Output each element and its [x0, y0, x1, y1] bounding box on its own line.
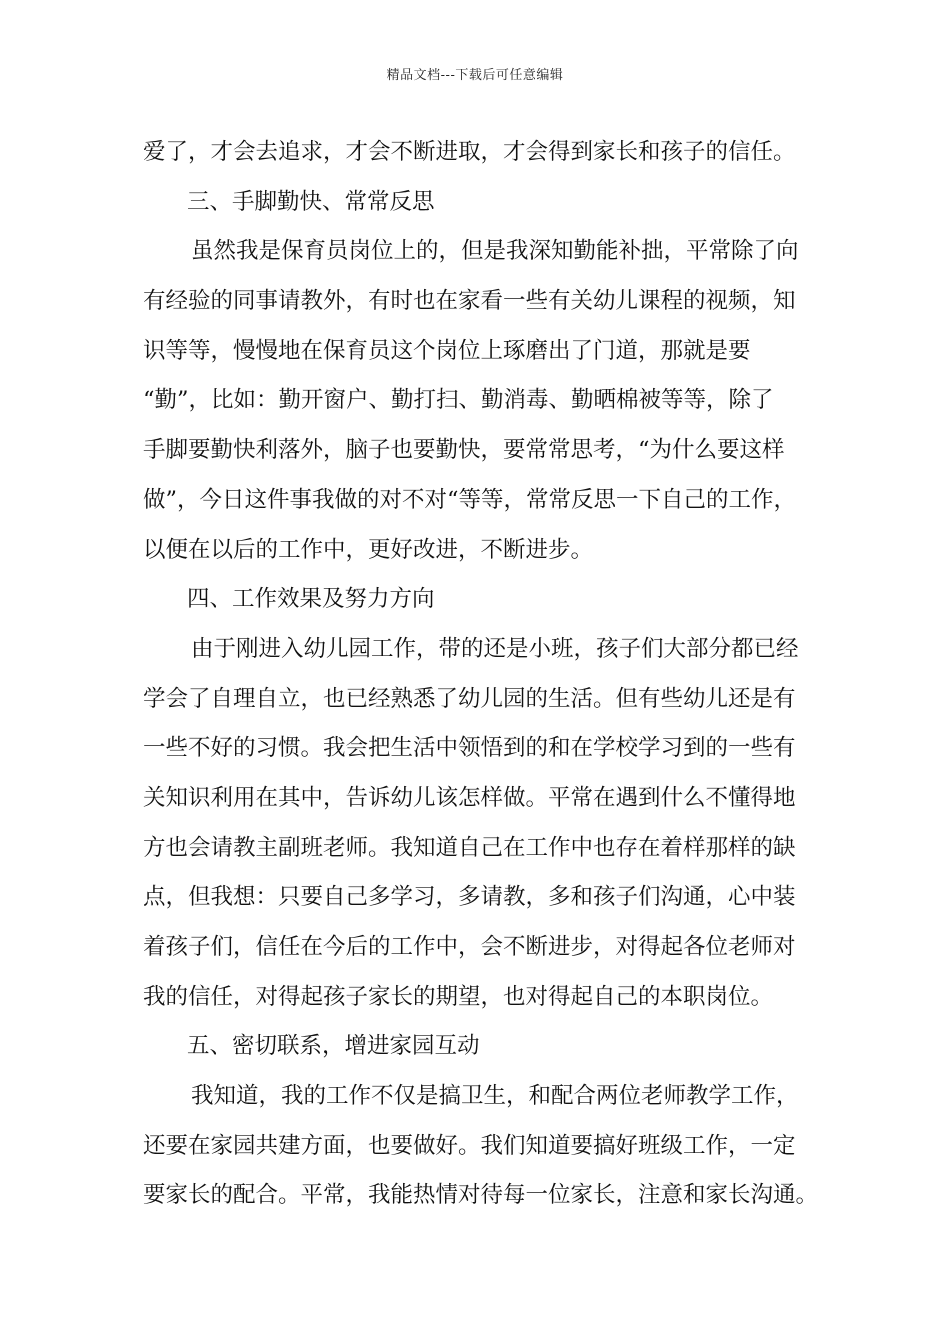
- text-line: 我的信任，对得起孩子家长的期望，也对得起自己的本职岗位。: [143, 983, 774, 1010]
- section-heading: 三、手脚勤快、常常反思: [187, 188, 435, 215]
- text-line: 由于刚进入幼儿园工作，带的还是小班，孩子们大部分都已经: [191, 635, 799, 662]
- text-line: 关知识利用在其中，告诉幼儿该怎样做。平常在遇到什么不懂得地: [143, 784, 796, 811]
- text-line: 方也会请教主副班老师。我知道自己在工作中也存在着样那样的缺: [143, 834, 796, 861]
- text-line: 以便在以后的工作中，更好改进，不断进步。: [143, 536, 594, 563]
- text-line: 要家长的配合。平常，我能热情对待每一位家长，注意和家长沟通。: [143, 1182, 819, 1209]
- text-line: 有经验的同事请教外，有时也在家看一些有关幼儿课程的视频，知: [143, 288, 796, 315]
- text-line: 一些不好的习惯。我会把生活中领悟到的和在学校学习到的一些有: [143, 735, 796, 762]
- text-line: 识等等，慢慢地在保育员这个岗位上琢磨出了门道，那就是要: [143, 337, 751, 364]
- text-line: 着孩子们，信任在今后的工作中，会不断进步，对得起各位老师对: [143, 934, 796, 960]
- text-line: 爱了，才会去追求，才会不断进取，才会得到家长和孩子的信任。: [143, 139, 796, 165]
- document-body: [143, 128, 833, 1221]
- text-line: 手脚要勤快利落外，脑子也要勤快，要常常思考，“为什么要这样: [143, 437, 785, 464]
- section-heading: 五、密切联系，增进家园互动: [187, 1033, 480, 1060]
- page-header: 精品文档---下载后可任意编辑: [386, 68, 564, 83]
- text-line: 做”，今日这件事我做的对不对“等等，常常反思一下自己的工作，: [143, 486, 797, 513]
- text-line: 还要在家园共建方面，也要做好。我们知道要搞好班级工作，一定: [143, 1132, 796, 1159]
- text-line: 学会了自理自立，也已经熟悉了幼儿园的生活。但有些幼儿还是有: [143, 685, 796, 712]
- text-line: 点，但我想：只要自己多学习，多请教，多和孩子们沟通，心中装: [143, 884, 796, 911]
- text-line: “勤”，比如：勤开窗户、勤打扫、勤消毒、勤晒棉被等等，除了: [143, 387, 774, 414]
- text-line: 我知道，我的工作不仅是搞卫生，和配合两位老师教学工作，: [191, 1083, 799, 1110]
- text-line: 虽然我是保育员岗位上的，但是我深知勤能补拙，平常除了向: [191, 238, 799, 265]
- section-heading: 四、工作效果及努力方向: [187, 586, 435, 613]
